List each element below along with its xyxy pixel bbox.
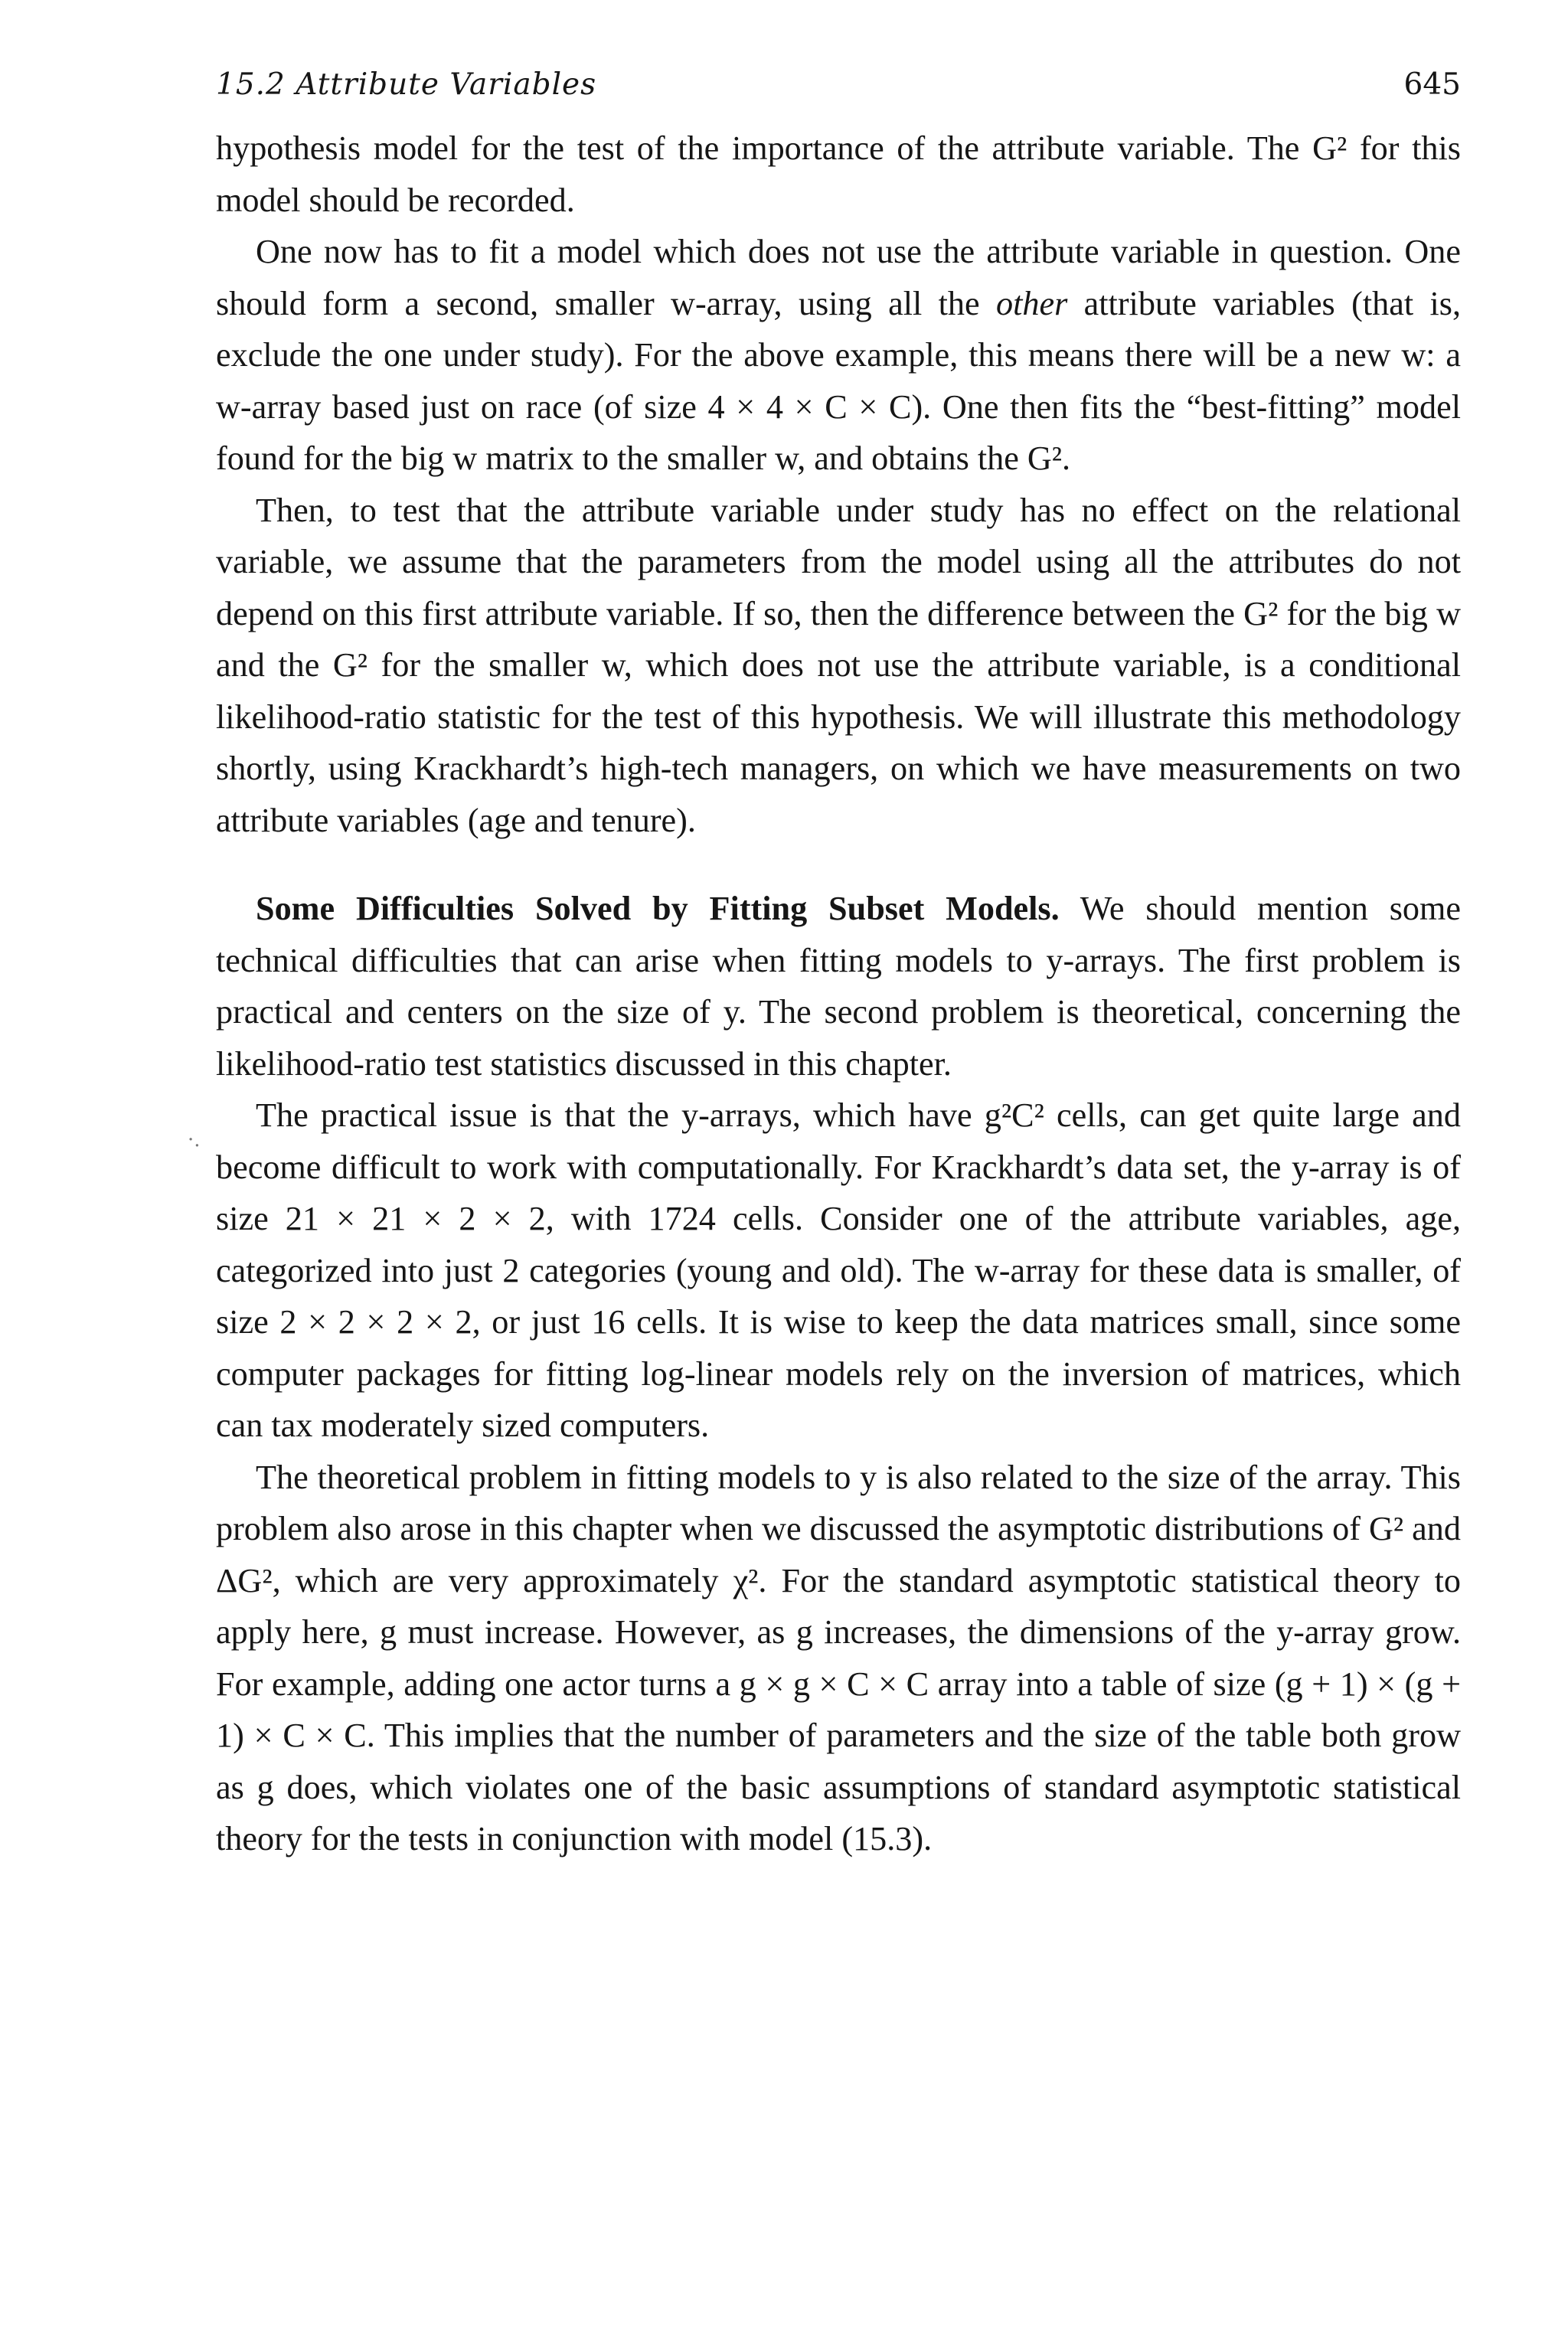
paragraph-text: attribute variables (that is, exclude the one under study). For the above example, this means there will be a new w: a w-array based just on race (of size 4 × 4 × C × C). One then fits the “best-fitting” model found for the big w matrix to the smaller w, and obtains the G². [216,284,1461,477]
emphasis-other: other [996,284,1068,322]
paragraph-continuation: hypothesis model for the test of the importance of the attribute variable. The G² for this model should be recorded. [216,129,1461,219]
paragraph-theoretical-problem: The theoretical problem in fitting models to y is also related to the size of the array. This problem also arose in this chapter when we discussed the asymptotic distributions of G² and ΔG², which are very approximately χ². For the standard asymptotic statistical theory to apply here, g must increase. However, as g increases, the dimensions of the y-array grow. For example, adding one actor turns a g × g × C × C array into a table of size (g + 1) × (g + 1) × C × C. This implies that the number of parameters and the size of the table both grow as g does, which violates one of the basic assumptions of standard asymptotic statistical theory for the tests in conjunction with model (15.3). [216,1458,1461,1857]
paragraph-subset-models [216,883,1461,1090]
paragraph-smaller-w-array [216,226,1461,485]
paragraph-text: One now has to fit a model which does not use the attribute variable in question. One should form a second, smaller w-array, using all the [216,233,1461,322]
page-header [216,67,1461,110]
paragraph-practical-issue: The practical issue is that the y-arrays, which have g²C² cells, can get quite large and become difficult to work with computationally. For Krackhardt’s data set, the y-array is of size 21 × 21 × 2 × 2, with 1724 cells. Consider one of the attribute variables, age, categorized into just 2 categories (young and old). The w-array for these data is smaller, of size 2 × 2 × 2 × 2, or just 16 cells. It is wise to keep the data matrices small, since some computer packages for fitting log-linear models rely on the inversion of matrices, which can tax moderately sized computers. [216,1096,1461,1444]
margin-mark: ·. [188,1129,201,1152]
body-text [216,123,1461,1865]
paragraph-text: We should mention some technical difficulties that can arise when fitting models to y-arrays. The first problem is practical and centers on the size of y. The second problem is theoretical, concerning the likelihood-ratio test statistics discussed in this chapter. [216,890,1462,1083]
paragraph-conditional-test: Then, to test that the attribute variable under study has no effect on the relational variable, we assume that the parameters from the model using all the attributes do not depend on this first attribute variable. If so, then the difference between the G² for the big w and the G² for the smaller w, which does not use the attribute variable, is a conditional likelihood-ratio statistic for the test of this hypothesis. We will illustrate this methodology shortly, using Krackhardt’s high-tech managers, on which we have measurements on two attribute variables (age and tenure). [216,491,1461,839]
running-head: 15.2 Attribute Variables [216,67,597,102]
page-number: 645 [1403,67,1461,102]
section-heading: Some Difficulties Solved by Fitting Subset Models. [256,890,1060,927]
